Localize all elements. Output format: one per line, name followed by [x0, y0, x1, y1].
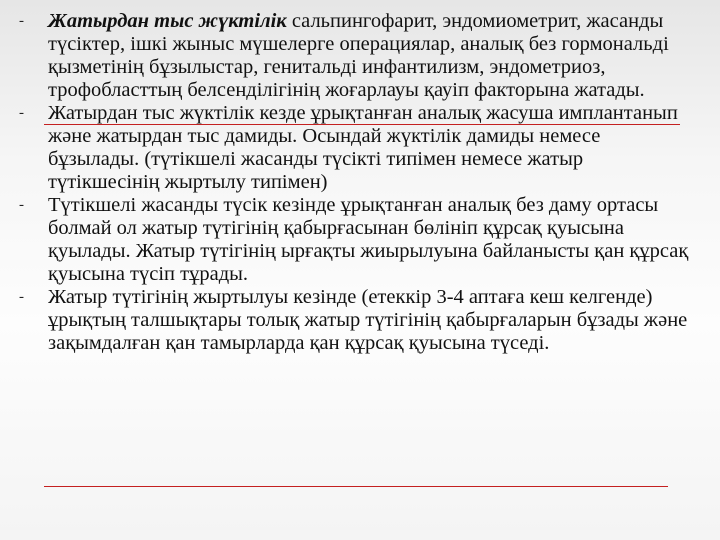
bullet-text: Түтікшелі жасанды түсік кезінде ұрықтанған аналық без даму ортасы болмай ол жатыр түтігінің қабырғасынан бөлініп құрсақ қуысына қуылады. Жатыр түтігінің ырғақты жиырылуына байланысты қан құрсақ қуысына түсіп тұрады. [48, 194, 689, 285]
bullet-item-1 [0, 10, 720, 102]
bullet-list [0, 10, 720, 355]
bullet-text: Жатырдан тыс жүктілік кезде ұрықтанған аналық жасуша имплантанып және жатырдан тыс дамиды. Осындай жүктілік дамиды немесе бұзылады. (түтікшелі жасанды түсікті типімен немесе жатыр түтікшесінің жыртылу типімен) [48, 102, 678, 193]
bullet-marker: - [19, 289, 24, 305]
bullet-item-3 [0, 194, 720, 286]
bullet-marker: - [19, 197, 24, 213]
bullet-text: сальпингофарит, эндомиометрит, жасанды түсіктер, ішкі жыныс мүшелерге операциялар, аналық без гормональді қызметінің бұзылыстар, генитальді инфантилизм, эндометриоз, трофобласттың белсенділігінің жоғарлауы қауіп факторына жатады. [48, 10, 669, 101]
red-divider-line [44, 124, 680, 125]
bullet-item-2 [0, 102, 720, 194]
bullet-lead-text: Жатырдан тыс жүктілік [48, 10, 287, 32]
bottom-red-divider-line [44, 486, 668, 487]
bullet-item-4 [0, 286, 720, 355]
bullet-marker: - [19, 13, 24, 29]
bullet-marker: - [19, 105, 24, 121]
bullet-text: Жатыр түтігінің жыртылуы кезінде (етеккір 3-4 аптаға кеш келгенде) ұрықтың талшықтары толық жатыр түтігінің қабырғаларын бұзады және зақымдалған қан тамырларда қан құрсақ қуысына түседі. [48, 286, 688, 354]
